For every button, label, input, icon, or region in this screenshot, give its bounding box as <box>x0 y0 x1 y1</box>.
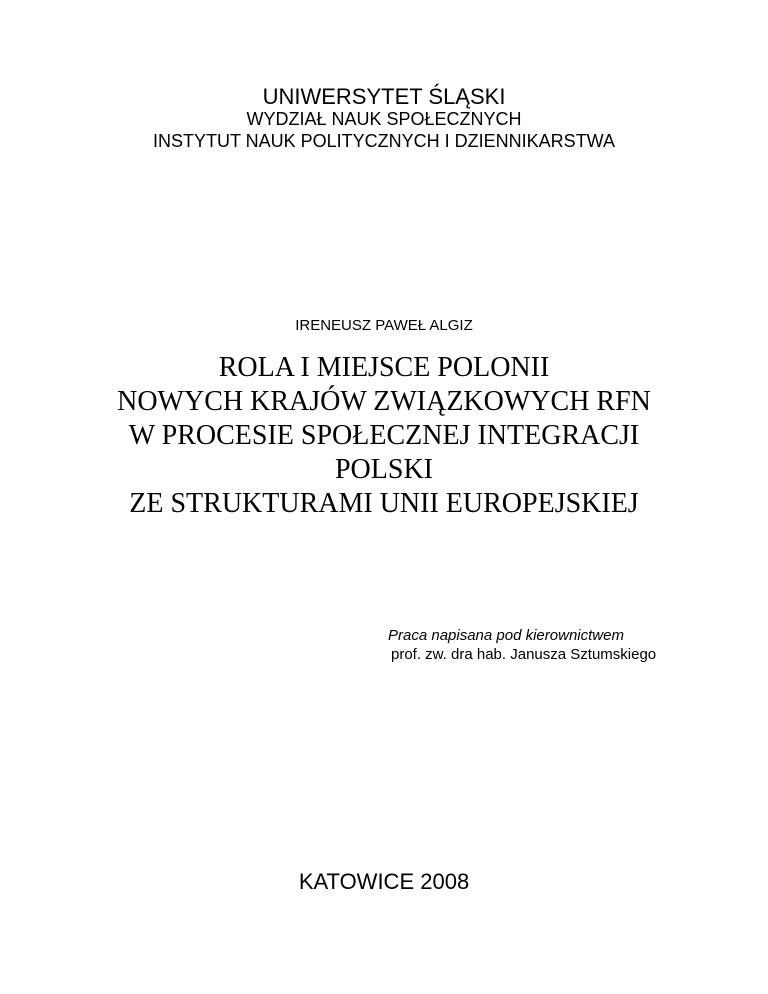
institute-name: INSTYTUT NAUK POLITYCZNYCH I DZIENNIKARSTWA <box>152 131 616 151</box>
university-name: UNIWERSYTET ŚLĄSKI <box>262 84 506 109</box>
supervisor-name: prof. zw. dra hab. Janusza Sztumskiego <box>391 646 657 663</box>
thesis-title <box>0 351 768 521</box>
supervision-label: Praca napisana pod kierownictwem <box>388 627 624 644</box>
title-line: ROLA I MIEJSCE POLONII <box>218 352 550 383</box>
title-line: ZE STRUKTURAMI UNII EUROPEJSKIEJ <box>129 488 639 519</box>
title-line: W PROCESIE SPOŁECZNEJ INTEGRACJI <box>128 420 640 451</box>
title-line: POLSKI <box>334 454 433 485</box>
faculty-name: WYDZIAŁ NAUK SPOŁECZNYCH <box>246 109 522 129</box>
title-line: NOWYCH KRAJÓW ZWIĄZKOWYCH RFN <box>117 386 651 417</box>
author-name: IRENEUSZ PAWEŁ ALGIZ <box>295 317 473 334</box>
place-and-date: KATOWICE 2008 <box>298 869 470 894</box>
